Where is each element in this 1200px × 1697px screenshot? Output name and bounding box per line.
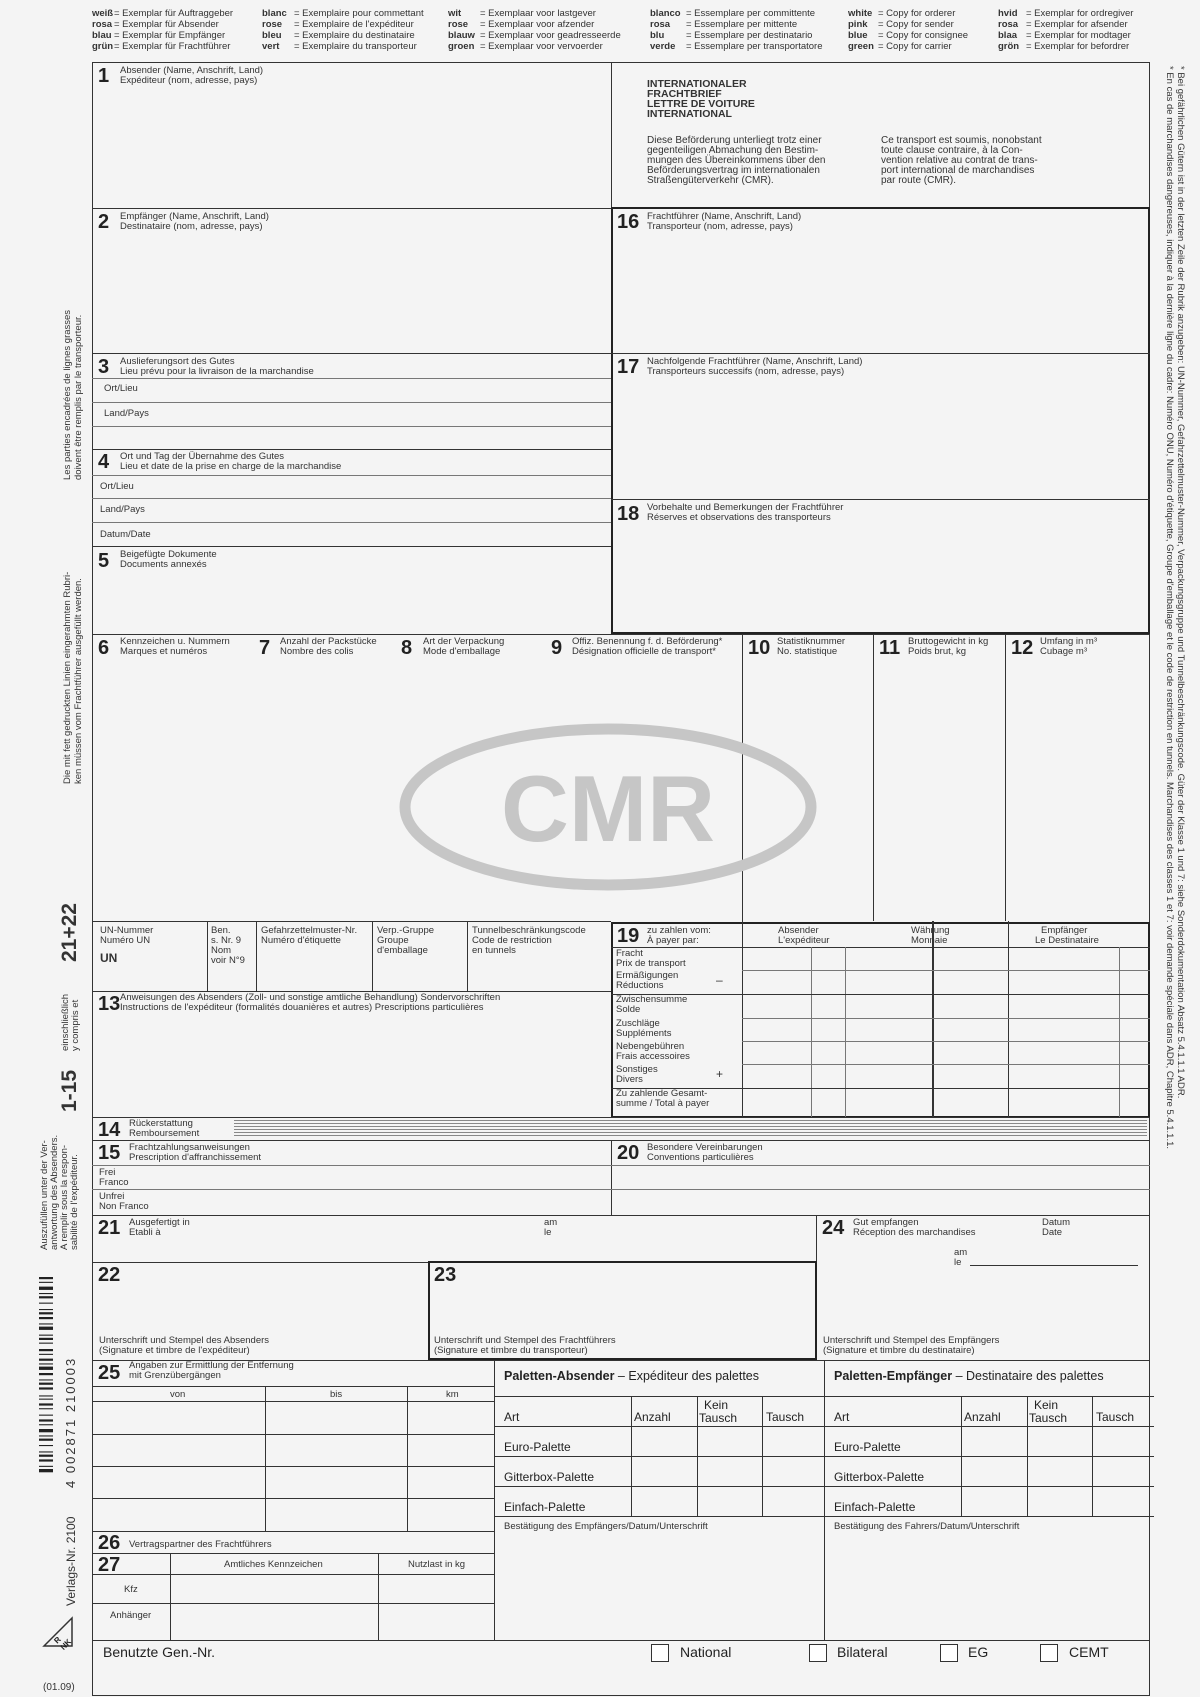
charge-label: Fracht bbox=[616, 948, 643, 959]
copy-value: = Exemplaar voor afzender bbox=[480, 19, 595, 30]
barcode-bar bbox=[39, 1312, 53, 1314]
pallet-col-tausch: Tausch bbox=[1096, 1410, 1135, 1424]
pallet-title-bold: Paletten-Absender bbox=[504, 1369, 615, 1383]
barcode-bar bbox=[39, 1408, 53, 1409]
barcode-bar bbox=[39, 1317, 53, 1319]
bilateral-checkbox[interactable] bbox=[809, 1644, 827, 1662]
charge-sign: + bbox=[716, 1067, 724, 1081]
cmr-watermark bbox=[398, 723, 818, 891]
copy-value: = Exemplar for befordrer bbox=[1026, 41, 1130, 52]
copy-value: = Exemplar für Empfänger bbox=[114, 30, 226, 41]
pallet-title bbox=[834, 1369, 1104, 1383]
charge-label: Zu zahlende Gesamt- bbox=[616, 1088, 708, 1099]
charge-label-fr: Réductions bbox=[616, 980, 664, 991]
copy-value: = Essemplare per destinatario bbox=[686, 30, 813, 41]
barcode-bar bbox=[39, 1293, 53, 1294]
pallet-title-rest: – Destinataire des palettes bbox=[952, 1369, 1104, 1383]
copy-key: blue bbox=[848, 30, 868, 41]
pallet-col-kein: Kein bbox=[1034, 1398, 1059, 1412]
barcode-bar bbox=[39, 1455, 53, 1457]
svg-text:CMR: CMR bbox=[500, 756, 716, 861]
pallet-grid-line bbox=[494, 1426, 824, 1427]
side-including: einschließlich y compris et bbox=[60, 993, 81, 1051]
copy-key: blanco bbox=[650, 8, 681, 19]
side-range-2: 1-15 bbox=[58, 1069, 81, 1112]
gen-number-label: Benutzte Gen.-Nr. bbox=[103, 1644, 216, 1660]
title-line: INTERNATIONAL bbox=[647, 108, 732, 120]
copy-key: blanc bbox=[262, 8, 287, 19]
copy-key: grün bbox=[92, 41, 114, 52]
carrier-frame bbox=[611, 207, 1150, 634]
copy-key: rose bbox=[448, 19, 469, 30]
copy-value: = Copy for orderer bbox=[878, 8, 956, 19]
title-line: INTERNATIONALER bbox=[647, 78, 747, 90]
pallet-einfach: Einfach-Palette bbox=[834, 1500, 916, 1514]
cmr-form: weiß = Exemplar für Auftraggeber rosa = Exemplar für Absender blau = Exemplar für Empfänger grün = Exemplar für Frachtführer blanc = Exemplaire pour commettant rose = Exemplaire de l'expéditeur bleu = Exemplaire du destinataire vert = Exemplaire du transporteur wit = Exemplaar voor lastgever rose = Exemplaar voor afzender blauw = Exemplaar voor geadresseerde groen = Exemplaar voor vervoerder blanco = Essemplare per committente rosa = Essemplare per mittente blu = Essemplare per destinatario verde = Essemplare per transportatore white = Copy for orderer pink = Copy for sender blue = Copy for consignee green = Copy for carrier hvid = Exemplar for ordregiver rosa = Exemplar for afsender blaa = Exemplar for modtager grön = Exemplar for befordrer 1 Absender (Name, Anschrift, Land) Expéditeur (nom, adresse, pays) INTERNATIONALER FRACHTBRIEF LETTRE DE VOITURE INTERNATIONAL Diese Beförderung unterliegt trotz einer gegenteiligen Abmachung den Bestim- mungen des Übereinkommens über den Beförderungsvertrag im internationalen Straßengüterverkehr (CMR). Ce transport est soumis, nonobstant toute clause contraire, à la Con- vention relative au contrat de trans- port international de marchandises par route (CMR). 2 Empfänger (Name, Anschrift, Land) Destinataire (nom, adresse, pays) 16 Frachtführer (Name, Anschrift, Land) Transporteur (nom, adresse, pays) 17 Nachfolgende Frachtführer (Name, Anschrift, Land) Transporteurs successifs (nom, adresse, pays) 18 Vorbehalte und Bemerkungen der Frachtführer Réserves et observations des transporteurs 3 Auslieferungsort des Gutes Lieu prévu pour la livraison de la marchandise Ort/Lieu Land/Pays 4 Ort und Tag der Übernahme des Gutes Lieu et date de la prise en charge de la marchandise Ort/Lieu Land/Pays Datum/Date 5 Beigefügte Dokumente Documents annexés 6 Kennzeichen u. Nummern Marques et numéros 7 Anzahl der Packstücke Nombre des colis 8 Art der Verpackung Mode d'emballage 9 Offiz. Benennung f. d. Beförderung* Désignation officielle de transport* 10 Statistiknummer No. statistique 11 Bruttogewicht in kg Poids brut, kg 12 Umfang in m³ Cubage m³ CMR UN-Nummer Numéro UN UN Ben. s. Nr. 9 Nom voir N°9 Gefahrzettelmuster-Nr. Numéro d'étiquette Verp.-Gruppe Groupe d'emballage Tunnelbeschränkungscode Code de restriction en tunnels 13 Anweisungen des Absenders (Zoll- und sonstige amtliche Behandlung) Sondervorschriften Instructions de l'expéditeur (formalités douanières et autres) Prescriptions particulières 19 zu zahlen vom: À payer par: Absender L'expéditeur Währung Monnaie Empfänger Le Destinataire Fracht Prix de transport Ermäßigungen Réductions – Zwischensumme Solde Zuschläge Suppléments Nebengebühren Frais accessoires Sonstiges Divers + Zu zahlende Gesamt- summe / Total à payer 14 Rückerstattung Remboursement 15 Frachtzahlungsanweisungen Prescription d'affranchissement Frei Franco Unfrei Non Franco 20 Besondere Vereinbarungen Conventions particulières 21 Ausgefertigt in Etabli à am le 24 Gut empfangen Réception des marchandises Datum Date am le 22 Unterschrift und Stempel des Absenders (Signature et timbre de l'expéditeur) 23 Unterschrift und Stempel des Frachtführers (Signature et timbre du transporteur) Unterschrift und Stempel des Empfängers (Signature et timbre du destinataire) 25 Angaben zur Ermittlung der Entfernung mit Grenzübergängen von bis km 26 Vertragspartner des Frachtführers 27 Amtliches Kennzeichen Nutzlast in kg Kfz Anhänger Paletten-Absender – Expéditeur des palettes Art Anzahl Kein Tausch Tausch Euro-Palette Gitterbox-Palette Einfach-Palette Bestätigung des Empfängers/Datum/Unterschrift Paletten-Empfänger – Destinataire des palettes Art Anzahl Kein Tausch Tausch Euro-Palette Gitterbox-Palette Einfach-Palette Bestätigung des Fahrers/Datum/Unterschrift Benutzte Gen.-Nr. National Bilateral EG CEMT (01.09) Les parties encadrées de lignes grasses doivent être remplis par le transporteur. Die mit fett gedruckten Linien eingerahmten Rubri- ken müssen vom Frachtführer ausgefüllt werden. 21+22 einschließlich y compris et 1-15 Auszufüllen unter der Ver- antwortung des Absenders. A remplir sous la respon- sabilité de l'expéditeur. 4 002871 210003 Verlags-Nr. 2100 R NK * Bei gefährlichen Gütern ist in der letzten Zeile der Rubrik anzugeben: UN-Nummer, Gefahrzettelmuster-Nummer, Verpackungsgruppe und Tunnelbeschränkungscode. Güter der Klasse 1 und 7: siehe Sonderdokumentation Absatz 5.4.1.1.1 ADR. * En cas de marchandises dangereuses, indiquer à la dernière ligne du cadre: Numéro ONU, Numéro d'étiquette, Groupe d'emballage et le code de restriction en tunnels. Marchandises des classes 1 et 7: voir demande spéciale dans ADR, Chapitre 5.4.1.1.1. bbox=[0, 0, 1200, 1697]
copy-key: pink bbox=[848, 19, 868, 30]
copy-key: green bbox=[848, 41, 874, 52]
copy-value: = Exemplaire du transporteur bbox=[294, 41, 417, 52]
copy-key: weiß bbox=[92, 8, 114, 19]
pallet-col-kein: Tausch bbox=[699, 1411, 738, 1425]
copy-value: = Exemplar for afsender bbox=[1026, 19, 1128, 30]
copy-value: = Exemplaire du destinataire bbox=[294, 30, 415, 41]
copy-key: blaa bbox=[998, 30, 1018, 41]
cemt-label: CEMT bbox=[1069, 1644, 1109, 1660]
charge-label-fr: Solde bbox=[616, 1004, 641, 1015]
barcode-bar bbox=[39, 1296, 53, 1298]
copy-key: bleu bbox=[262, 30, 282, 41]
charge-label: Ermäßigungen bbox=[616, 970, 679, 981]
title-line: FRACHTBRIEF bbox=[647, 88, 722, 100]
barcode-bar bbox=[39, 1277, 53, 1279]
copy-key: blau bbox=[92, 30, 112, 41]
pallet-einfach: Einfach-Palette bbox=[504, 1500, 586, 1514]
barcode-bar bbox=[39, 1439, 53, 1441]
cemt-checkbox[interactable] bbox=[1040, 1644, 1058, 1662]
pallet-grid-line bbox=[824, 1516, 1154, 1517]
pallet-grid-line bbox=[494, 1486, 824, 1487]
copy-value: = Essemplare per committente bbox=[686, 8, 816, 19]
copy-key: vert bbox=[262, 41, 280, 52]
barcode-bar bbox=[39, 1387, 53, 1389]
pallet-grid-line bbox=[494, 1456, 824, 1457]
charge-label-fr: summe / Total à payer bbox=[616, 1098, 710, 1109]
charge-row-line bbox=[742, 1018, 1150, 1019]
copy-key: verde bbox=[650, 41, 676, 52]
pallet-confirmation: Bestätigung des Fahrers/Datum/Unterschrift bbox=[834, 1521, 1020, 1532]
barcode-bar bbox=[39, 1349, 53, 1351]
barcode-bar bbox=[39, 1359, 53, 1361]
copy-value: = Exemplar for ordregiver bbox=[1026, 8, 1134, 19]
charge-sign: – bbox=[716, 973, 723, 987]
barcode-bar bbox=[39, 1403, 53, 1405]
pallet-title-rest: – Expéditeur des palettes bbox=[614, 1369, 759, 1383]
pallet-col-art: Art bbox=[834, 1410, 850, 1424]
eg-checkbox[interactable] bbox=[940, 1644, 958, 1662]
charge-label-fr: Divers bbox=[616, 1074, 643, 1085]
pallet-gitterbox: Gitterbox-Palette bbox=[834, 1470, 925, 1484]
barcode-bar bbox=[39, 1327, 53, 1330]
charge-label: Sonstiges bbox=[616, 1064, 658, 1075]
side-note-de: Die mit fett gedruckten Linien eingerahmten Rubri- ken müssen vom Frachtführer ausgefüllt werden. bbox=[62, 571, 84, 784]
pallet-col-anzahl: Anzahl bbox=[634, 1410, 671, 1424]
pallet-col-kein: Kein bbox=[704, 1398, 729, 1412]
barcode bbox=[39, 1277, 53, 1477]
publisher-number: Verlags-Nr. 2100 bbox=[64, 1516, 78, 1606]
barcode-bar bbox=[39, 1282, 53, 1283]
barcode-number: 4 002871 210003 bbox=[63, 1356, 78, 1488]
copy-key: wit bbox=[448, 8, 462, 19]
barcode-bar bbox=[39, 1367, 53, 1370]
pallet-grid-line bbox=[494, 1516, 824, 1517]
copy-value: = Exemplaar voor vervoerder bbox=[480, 41, 603, 52]
copy-key: blauw bbox=[448, 30, 475, 41]
barcode-bar bbox=[39, 1343, 53, 1344]
copy-value: = Exemplar für Frachtführer bbox=[114, 41, 231, 52]
barcode-bar bbox=[39, 1303, 53, 1304]
copy-value: = Essemplare per transportatore bbox=[686, 41, 823, 52]
barcode-bar bbox=[39, 1395, 53, 1396]
barcode-bar bbox=[39, 1309, 53, 1310]
copy-value: = Exemplar für Absender bbox=[114, 19, 219, 30]
copy-value: = Copy for carrier bbox=[878, 41, 952, 52]
barcode-bar bbox=[39, 1424, 53, 1425]
pallet-title-bold: Paletten-Empfänger bbox=[834, 1369, 953, 1383]
title-line: LETTRE DE VOITURE bbox=[647, 98, 755, 110]
charge-label-fr: Suppléments bbox=[616, 1028, 672, 1039]
national-label: National bbox=[680, 1644, 732, 1660]
barcode-bar bbox=[39, 1335, 53, 1336]
side-responsibility: Auszufüllen unter der Ver- antwortung des Absenders. A remplir sous la respon- sabilité de l'expéditeur. bbox=[39, 1134, 80, 1250]
pallet-col-kein: Tausch bbox=[1029, 1411, 1068, 1425]
barcode-bar bbox=[39, 1469, 53, 1472]
charge-separator bbox=[611, 1088, 1150, 1089]
charge-row-line bbox=[742, 1064, 1150, 1065]
barcode-bar bbox=[39, 1399, 53, 1400]
bilateral-label: Bilateral bbox=[837, 1644, 888, 1660]
barcode-bar bbox=[39, 1415, 53, 1416]
barcode-bar bbox=[39, 1338, 53, 1340]
pallet-grid-line bbox=[824, 1486, 1154, 1487]
publisher-logo: R NK bbox=[42, 1616, 74, 1648]
copy-value: = Exemplaire de l'expéditeur bbox=[294, 19, 414, 30]
copy-value: = Exemplaar voor geadresseerde bbox=[480, 30, 621, 41]
charge-row-line bbox=[742, 970, 1150, 971]
copy-key: hvid bbox=[998, 8, 1018, 19]
pallet-confirmation: Bestätigung des Empfängers/Datum/Unterschrift bbox=[504, 1521, 708, 1532]
copy-key: rose bbox=[262, 19, 283, 30]
pallet-gitterbox: Gitterbox-Palette bbox=[504, 1470, 595, 1484]
charge-separator bbox=[611, 994, 1150, 995]
pallet-col-art: Art bbox=[504, 1410, 520, 1424]
copy-value: = Copy for consignee bbox=[878, 30, 969, 41]
copy-key: white bbox=[848, 8, 873, 19]
charge-label: Zuschläge bbox=[616, 1018, 660, 1029]
pallet-grid-line bbox=[824, 1396, 1154, 1397]
charge-label-fr: Prix de transport bbox=[616, 958, 686, 969]
barcode-bar bbox=[39, 1354, 53, 1355]
pallet-grid-line bbox=[494, 1396, 824, 1397]
pallet-title bbox=[504, 1369, 759, 1383]
barcode-bar bbox=[39, 1466, 53, 1467]
barcode-bar bbox=[39, 1429, 53, 1432]
barcode-bar bbox=[39, 1363, 53, 1364]
copy-key: rosa bbox=[92, 19, 113, 30]
copy-value: = Copy for sender bbox=[878, 19, 954, 30]
barcode-bar bbox=[39, 1435, 53, 1436]
barcode-bar bbox=[39, 1373, 53, 1375]
copy-value: = Exemplaire pour commettant bbox=[294, 8, 424, 19]
form-version: (01.09) bbox=[43, 1682, 75, 1693]
copy-key: grön bbox=[998, 41, 1020, 52]
copy-key: rosa bbox=[650, 19, 671, 30]
copy-value: = Exemplar for modtager bbox=[1026, 30, 1131, 41]
copy-key: blu bbox=[650, 30, 665, 41]
charge-label-fr: Frais accessoires bbox=[616, 1051, 690, 1062]
charge-label: Zwischensumme bbox=[616, 994, 688, 1005]
side-note-fr: Les parties encadrées de lignes grasses doivent être remplis par le transporteur. bbox=[62, 309, 84, 480]
barcode-bar bbox=[39, 1323, 53, 1324]
dangerous-goods-footnote: * Bei gefährlichen Gütern ist in der letzten Zeile der Rubrik anzugeben: UN-Nummer, Gefahrzettelmuster-Nummer, Verpackungsgruppe und Tunnelbeschränkungscode. Güter der Klasse 1 und 7: siehe Sonderdokumentation Absatz 5.4.1.1.1 ADR. * En cas de marchandises dangereuses, indiquer à la dernière ligne du cadre: Numéro ONU, Numéro d'étiquette, Groupe d'emballage et le code de restriction en tunnels. Marchandises des classes 1 et 7: voir demande spéciale dans ADR, Chapitre 5.4.1.1.1. bbox=[1164, 66, 1186, 1150]
national-checkbox[interactable] bbox=[651, 1644, 669, 1662]
charge-label: Nebengebühren bbox=[616, 1041, 685, 1052]
copy-key: rosa bbox=[998, 19, 1019, 30]
barcode-bar bbox=[39, 1287, 53, 1290]
pallet-col-anzahl: Anzahl bbox=[964, 1410, 1001, 1424]
copy-key: groen bbox=[448, 41, 475, 52]
pallet-grid-line bbox=[824, 1456, 1154, 1457]
copy-value: = Exemplar für Auftraggeber bbox=[114, 8, 234, 19]
barcode-bar bbox=[39, 1459, 53, 1461]
pallet-grid-line bbox=[824, 1426, 1154, 1427]
pallet-euro: Euro-Palette bbox=[504, 1440, 571, 1454]
copy-value: = Essemplare per mittente bbox=[686, 19, 798, 30]
copy-value: = Exemplaar voor lastgever bbox=[480, 8, 596, 19]
pallet-col-tausch: Tausch bbox=[766, 1410, 805, 1424]
side-range-1: 21+22 bbox=[58, 903, 81, 962]
barcode-bar bbox=[39, 1419, 53, 1421]
barcode-bar bbox=[39, 1383, 53, 1385]
pallet-euro: Euro-Palette bbox=[834, 1440, 901, 1454]
barcode-bar bbox=[39, 1445, 53, 1446]
barcode-bar bbox=[39, 1451, 53, 1452]
eg-label: EG bbox=[968, 1644, 989, 1660]
charge-row-line bbox=[742, 1041, 1150, 1042]
barcode-bar bbox=[39, 1379, 53, 1380]
